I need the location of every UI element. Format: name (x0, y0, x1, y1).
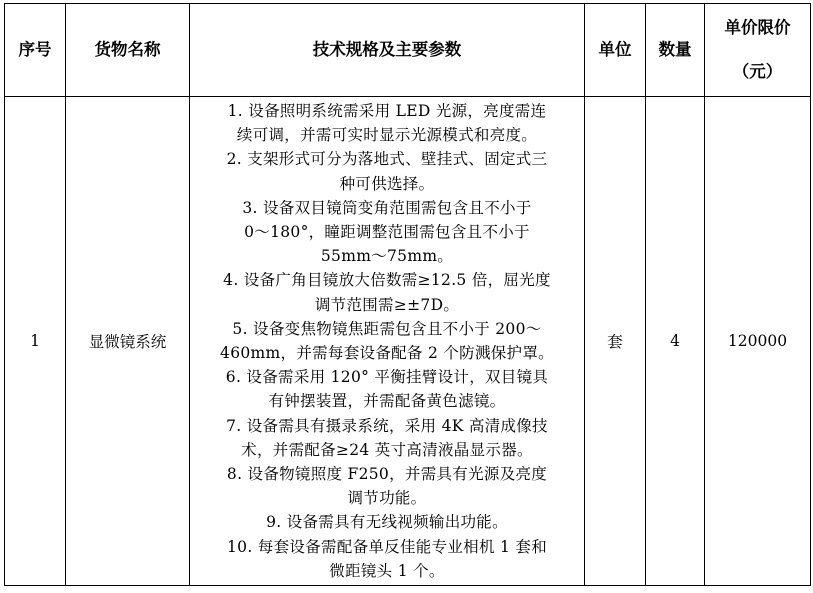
spec-item: 10. 每套设备需配备单反佳能专业相机 1 套和 微距镜头 1 个。 (227, 537, 547, 580)
row-spec (190, 97, 585, 586)
header-price-title: 单价限价 (724, 18, 791, 37)
header-price-currency: （元） (732, 62, 783, 81)
procurement-spec-table (4, 3, 811, 586)
spec-item: 6. 设备需采用 120° 平衡挂臂设计，双目镜具 有钟摆装置，并需配备黄色滤镜。 (225, 368, 549, 411)
header-spec: 技术规格及主要参数 (190, 4, 585, 97)
header-price (705, 4, 811, 97)
spec-item: 5. 设备变焦物镜焦距需包含且不小于 200～ 460mm，并需每套设备配备 2 个防溅保护罩。 (220, 319, 554, 362)
row-quantity: 4 (646, 97, 705, 586)
header-name: 货物名称 (66, 4, 190, 97)
spec-item: 8. 设备物镜照度 F250，并需具有光源及亮度 调节功能。 (226, 465, 548, 508)
row-index: 1 (5, 97, 66, 586)
spec-item: 3. 设备双目镜筒变角范围需包含且不小于 0～180°，瞳距调整范围需包含且不小于 55mm～75mm。 (242, 198, 532, 266)
spec-item: 7. 设备需具有摄录系统，采用 4K 高清成像技 术，并需配备≥24 英寸高清液晶显示器。 (226, 416, 548, 459)
spec-item: 4. 设备广角目镜放大倍数需≥12.5 倍，屈光度 调节范围需≥±7D。 (223, 271, 551, 314)
row-name: 显微镜系统 (66, 97, 190, 586)
row-unit: 套 (585, 97, 646, 586)
header-index: 序号 (5, 4, 66, 97)
header-quantity: 数量 (646, 4, 705, 97)
spec-item: 2. 支架形式可分为落地式、壁挂式、固定式三 种可供选择。 (226, 150, 548, 193)
header-row (5, 4, 811, 97)
header-unit: 单位 (585, 4, 646, 97)
spec-item: 9. 设备需具有无线视频输出功能。 (266, 513, 508, 532)
spec-item: 1. 设备照明系统需采用 LED 光源，亮度需连 续可调，并需可实时显示光源模式和亮度。 (227, 101, 547, 145)
spec-list (190, 99, 584, 583)
table-row (5, 97, 811, 586)
row-price: 120000 (705, 97, 811, 586)
